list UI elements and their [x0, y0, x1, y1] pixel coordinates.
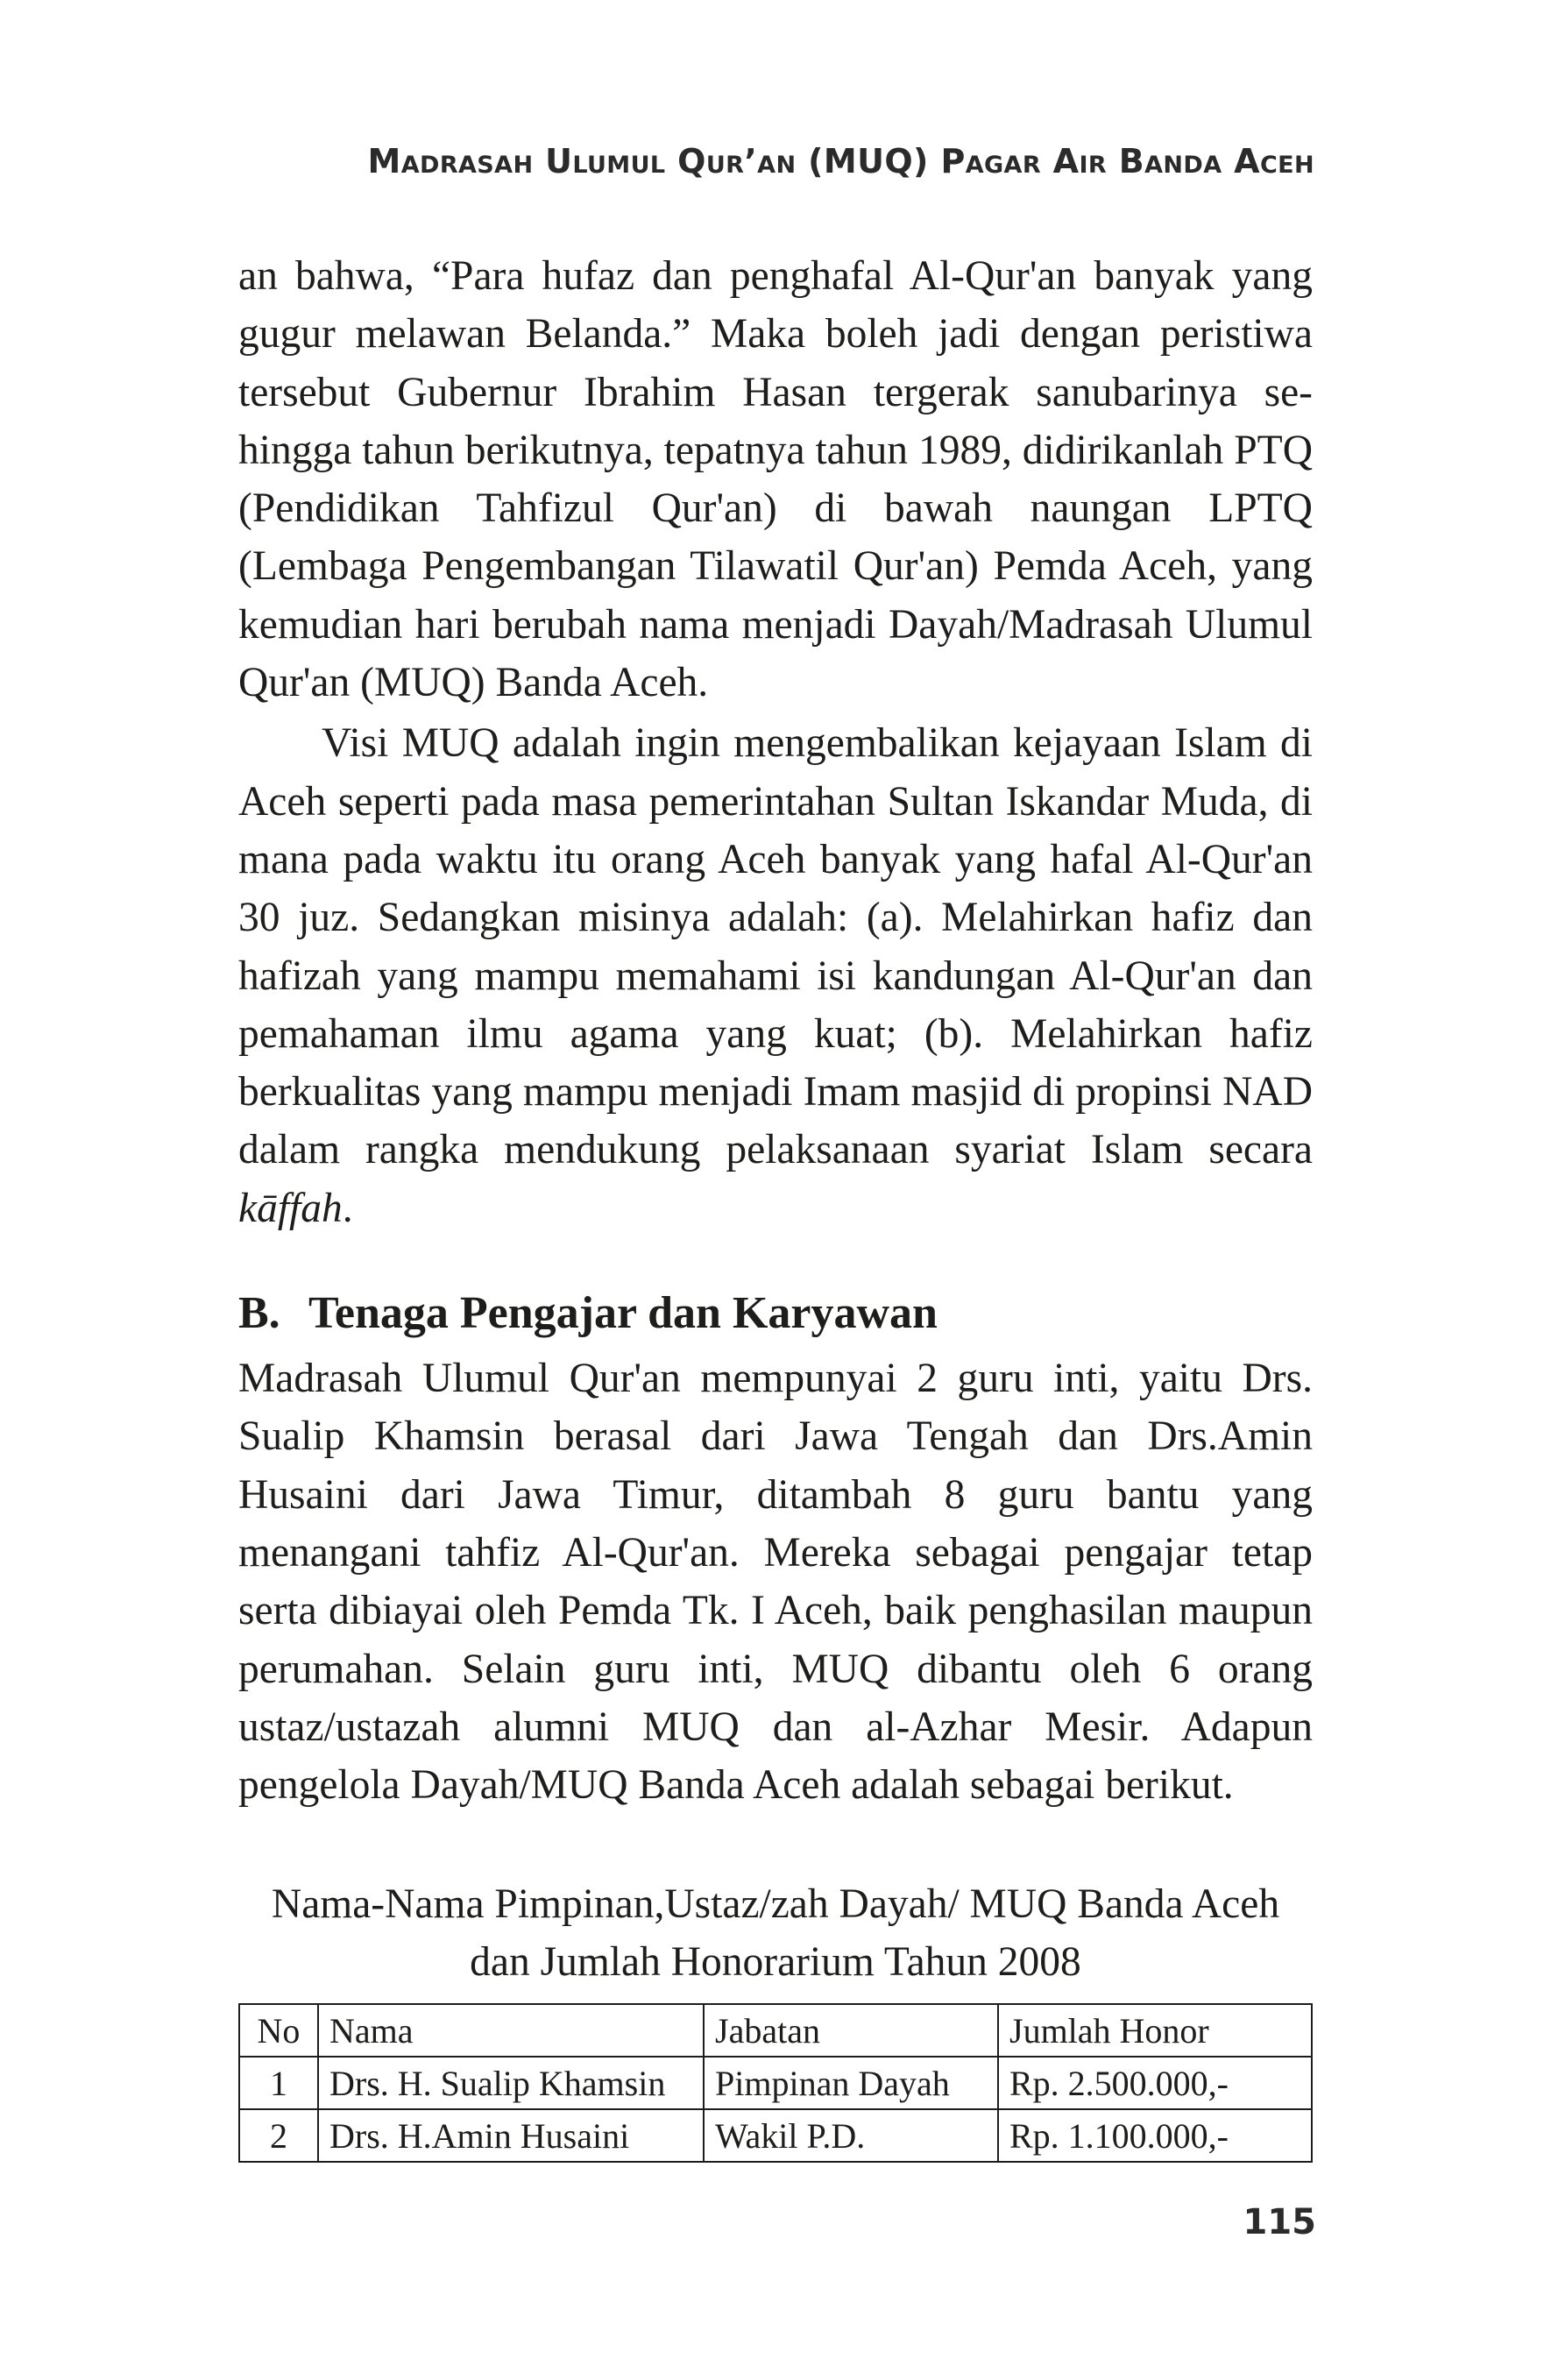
page-body [238, 247, 1313, 2163]
italic-term: kāffah [238, 1185, 343, 1231]
paragraph-3: Madrasah Ulumul Qur'an mempunyai 2 guru inti, yaitu Drs. Sualip Khamsin berasal dari Jawa Tengah dan Drs.Amin Husaini dari Jawa Timur, ditambah 8 guru bantu yang menangani tahfiz Al-Qur'an. Mereka sebagai pengajar tetap serta dibiayai oleh Pemda Tk. I Aceh, baik penghasilan maupun perumahan. Selain guru inti, MUQ dibantu oleh 6 orang ustaz/ustazah alumni MUQ dan al-Azhar Mesir. Adapun pengelola Dayah/MUQ Banda Aceh adalah sebagai berikut. [238, 1356, 1313, 1809]
cell-no: 2 [239, 2109, 318, 2162]
table-header-row [239, 2004, 1312, 2057]
section-title: Tenaga Pengajar dan Karyawan [308, 1288, 938, 1339]
paragraph-1: an bahwa, “Para hufaz dan penghafal Al-Qur'an banyak yang gugur melawan Belanda.” Maka boleh jadi dengan peristiwa tersebut Gubernur Ibrahim Hasan tergerak sanubarinya se-hingga tahun berikutnya, tepatnya tahun 1989, didirikanlah PTQ (Pendidikan Tahfizul Qur'an) di bawah naungan LPTQ (Lembaga Pengembangan Tilawatil Qur'an) Pemda Aceh, yang kemudian hari berubah nama menjadi Dayah/Madrasah Ulumul Qur'an (MUQ) Banda Aceh. [238, 253, 1313, 706]
paragraph-2 [238, 714, 1313, 1237]
header-jumlah-honor: Jumlah Honor [998, 2004, 1312, 2057]
table-caption-line-1: Nama-Nama Pimpinan,Ustaz/zah Dayah/ MUQ Banda Aceh [271, 1881, 1280, 1928]
header-nama: Nama [318, 2004, 704, 2057]
table-caption-line-2: dan Jumlah Honorarium Tahun 2008 [470, 1939, 1081, 1986]
table-caption [238, 1875, 1313, 1991]
paragraph-2-end: . [342, 1185, 353, 1231]
cell-honor: Rp. 1.100.000,- [998, 2109, 1312, 2162]
page-number: 115 [1243, 2202, 1316, 2242]
cell-nama: Drs. H.Amin Husaini [318, 2109, 704, 2162]
table-row [239, 2057, 1312, 2109]
cell-jabatan: Wakil P.D. [704, 2109, 998, 2162]
cell-no: 1 [239, 2057, 318, 2109]
header-jabatan: Jabatan [704, 2004, 998, 2057]
cell-jabatan: Pimpinan Dayah [704, 2057, 998, 2109]
header-no: No [239, 2004, 318, 2057]
running-head: Madrasah Ulumul Qur’an (MUQ) Pagar Air Banda Aceh [367, 142, 1314, 181]
cell-honor: Rp. 2.500.000,- [998, 2057, 1312, 2109]
section-number: B. [238, 1288, 280, 1339]
honorarium-table [238, 2003, 1313, 2163]
paragraph-2-text: Visi MUQ adalah ingin mengembalikan kejayaan Islam di Aceh seperti pada masa pemerintahan Sultan Iskandar Muda, di mana pada waktu itu orang Aceh banyak yang hafal Al-Qur'an 30 juz. Sedangkan misinya adalah: (a). Melahirkan hafiz dan hafizah yang mampu memahami isi kandungan Al-Qur'an dan pemahaman ilmu agama yang kuat; (b). Melahirkan hafiz berkualitas yang mampu menjadi Imam masjid di propinsi NAD dalam rangka mendukung pelaksanaan syariat Islam secara [238, 720, 1313, 1173]
table-row [239, 2109, 1312, 2162]
cell-nama: Drs. H. Sualip Khamsin [318, 2057, 704, 2109]
section-heading [238, 1285, 1313, 1342]
